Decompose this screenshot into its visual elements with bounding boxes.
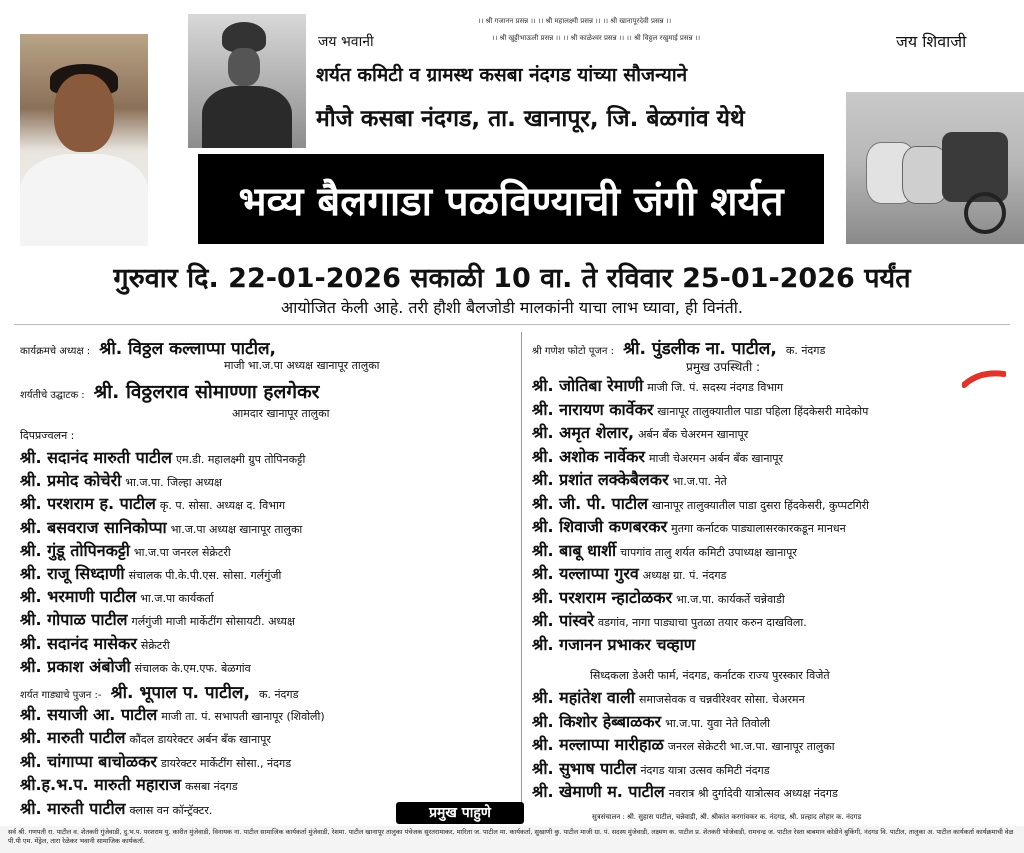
person-name: श्री. अशोक नार्वेकर [532,446,645,466]
person-desc: संचालक के.एम.एफ. बेळगांव [134,661,251,675]
inaugurator-desc: आमदार खानापूर तालुका [232,407,330,420]
person-desc: डायरेक्टर मार्केटींग सोसा., नंदगड [160,756,292,770]
prasanna-line-2: ।। श्री खुट्टीभाऊली प्रसन्न ।। ।। श्री काळेश्वर प्रसन्न ।। ।। श्री विठ्ठल रखुमाई प्रसन्न ।। [492,34,701,42]
person-desc: माजी ता. पं. सभापती खानापूर (शिवोली) [161,710,325,723]
person-name: श्री. अमृत शेलार, [532,423,635,442]
person-name: श्री. मल्लाप्पा मारीहाळ [532,735,664,754]
list-item [532,609,807,631]
person-desc: माजी जि. पं. सदस्य नंदगड विभाग [647,381,784,394]
divider [14,324,1010,325]
list-item [20,608,295,630]
person-desc: जनरल सेक्रेटरी भा.ज.पा. खानापूर तालुका [667,740,835,753]
person-desc: वडगांव, नागा पाड्याचा पुतळा तयार करुन दाखविला. [598,616,807,629]
event-invitation: आयोजित केली आहे. तरी हौशी बैलजोडी मालकांनी याचा लाभ घ्यावा, ही विनंती. [280,298,743,317]
person-name: श्री. किशोर हेब्बाळकर [532,711,662,731]
person-name: श्री. प्रमोद कोचेरी [20,471,122,491]
list-item [20,539,231,561]
list-item [532,492,869,514]
ganesh-label: श्री गणेश फोटो पूजन : [532,346,614,357]
anchor-note: सुत्रसंचालन : श्री. सुहास पाटील, चन्नेवाडी, श्री. श्रीकांत करगांवकर क. नंदगड, श्री. प्रल्हाद लोहार क. नंदगड [592,813,862,821]
list-item [532,421,748,443]
list-item [20,655,251,677]
person-desc: चापगांव तालु शर्यत कमिटी उपाध्यक्ष खानापूर [620,545,797,559]
person-name: श्री. खेमाणी म. पाटील [532,782,665,801]
person-desc: एम.डी. महालक्ष्मी ग्रुप तोपिनकट्टी [175,453,306,466]
person-desc: भा.ज.पा. कार्यकर्ते चन्नेवाडी [676,592,785,606]
president-desc: माजी भा.ज.पा अध्यक्ष खानापूर तालुका [224,359,380,372]
person-name: श्री. मारुती पाटील [20,798,126,818]
president-row [20,336,276,359]
list-item [20,516,302,538]
lamp-label: दिपप्रज्वलन : [20,429,75,442]
bullock-cart-image [846,92,1024,244]
list-item [532,586,785,608]
person-desc: समाजसेवक व चन्नवीरेश्वर सोसा. चेअरमन [638,693,805,706]
title-banner: भव्य बैलगाडा पळविण्याची जंगी शर्यत [198,154,824,244]
person-name: श्री. गोपाळ पाटील [20,610,128,630]
list-item [20,446,305,468]
person-desc: सेक्रेटरी [140,638,170,652]
ganesh-row [532,336,825,359]
person-name: श्री. मारुती पाटील [20,728,126,748]
pujan-label: शर्यत गाड्याचे पुजन :- [20,690,102,701]
jai-shivaji: जय शिवाजी [896,32,967,51]
person-desc: नंदगड यात्रा उत्सव कमिटी नंदगड [640,763,770,777]
list-item [532,710,770,732]
person-name: श्री. सदानंद मारुती पाटील [20,448,172,467]
person-desc: भा.ज.पा. नेते [672,475,727,488]
person-name: श्री. चांगाप्पा बाचोळकर [20,751,157,771]
jai-bhavani: जय भवानी [318,34,374,50]
person-name: श्री.ह.भ.प. मारुती महाराज [20,775,182,795]
person-desc: खानापूर तालुक्यातील पाडा पहिला हिंदकेसरी मादेकोप [657,404,869,418]
person-name: श्री. परशराम ह. पाटील [20,494,156,514]
person-name: श्री. गजानन प्रभाकर चव्हाण [532,634,696,654]
pujan-name: श्री. भूपाल प. पाटील, [110,683,250,703]
person-desc: माजी चेअरमन अर्बन बँक खानापूर [648,451,784,465]
footer-text: सर्व श्री. गणपती रा. पाटील व. शेतकरी गुंजेवाडी, दु.भ.प. परशराम यु. कारीत मुंजेवाडी, विनायक ना. पाटील सामाजिक कार्यकर्ता मुंजेवाडी, रेशमा. पाटील खानापूर तालुका पंचेजक सुरतरामाकर, मारिता ज. पाटील मा. कार्यकर्ता, सुखाणी कु. पाटील माजी ग्रा. पं. सदस्य मुंजेवाडी, लक्ष्मण क. पाटील प्र. शेतकरी भोजेवाडी, रामचन्द्र ज. पाटील रेस्ता बाबमान कोडीने बुकिंगी, नंदगड वि. पाटील, तालुका अ. पाटील कार्यकर्ता कार्यक्रमाची वेळ पी.पी एम. मेंड्रेल, तारा रेळेकर भवानी सामाजिक कार्यकर्ता. [0,826,1024,853]
person-name: श्री. शिवाजी कणबरकर [532,517,668,536]
person-name: श्री. गुंडू तोपिनकट्टी [20,540,130,560]
president-label: कार्यक्रमचे अध्यक्ष : [20,346,91,357]
list-item [20,632,170,654]
venue-line: मौजे कसबा नंदगड, ता. खानापूर, जि. बेळगांव येथे [316,106,745,132]
person-name: श्री. पांस्वरे [532,611,595,630]
person-name: श्री. महांतेश वाली [532,688,635,707]
guests-label: प्रमुख उपस्थिती : [686,360,761,374]
prasanna-line-1: ।। श्री गजानन प्रसन्न ।। ।। श्री महालक्ष्मी प्रसन्न ।। ।। श्री खानापूरदेवी प्रसन्न ।। [478,17,672,25]
list-item [532,468,727,490]
person-photo [20,34,148,246]
person-desc: गर्लगुंजी माजी मार्केटींग सोसायटी. अध्यक्ष [131,615,295,629]
list-item [20,469,222,491]
person-desc: भा.ज.पा जनरल सेक्रेटरी [133,545,231,559]
person-name: श्री. बाबू धार्शी [532,540,617,560]
inaugurator-label: शर्यतीचे उद्घाटक : [20,390,85,401]
list-item [20,726,271,748]
person-desc: नवरात्र श्री दुर्गादेवी यात्रोत्सव अध्यक्ष नंदगड [668,787,838,800]
person-name: श्री. यल्लाप्पा गुरव [532,564,639,583]
person-name: श्री. सुभाष पाटील [532,758,637,778]
list-item [532,757,770,779]
person-name: श्री. सदानंद मासेकर [20,633,137,653]
person-desc: खानापूर तालुक्यातील पाडा दुसरा हिंदकेसरी, कुप्पटगिरी [651,498,869,512]
person-name: श्री. जी. पी. पाटील [532,493,648,513]
list-item [20,797,212,819]
person-desc: मुतगा कर्नाटक पाड्यालासरकारकडून मानधन [671,522,846,535]
person-desc: संचालक पी.के.पी.एस. सोसा. गर्लगुंजी [128,569,282,582]
pujan-desc: क. नंदगड [259,688,299,701]
list-item [532,539,797,561]
person-desc: भा.ज.पा कार्यकर्ता [140,592,214,606]
person-name: श्री. प्रकाश अंबोजी [20,656,131,676]
person-desc: भा.ज.पा. जिल्हा अध्यक्ष [125,476,222,490]
red-mark [962,370,1006,388]
inaugurator-name: श्री. विठ्ठलराव सोमाण्णा हलगेकर [93,381,320,403]
person-desc: भा.ज.पा. युवा नेते तिवोली [665,716,771,730]
person-desc: अध्यक्ष ग्रा. पं. नंदगड [642,569,727,582]
list-item [20,773,238,795]
column-divider [521,332,522,804]
person-desc: भा.ज.पा अध्यक्ष खानापूर तालुका [170,522,303,536]
person-desc: क्लास वन कॉन्ट्रॅक्टर. [129,803,213,817]
list-item [532,562,726,584]
ganesh-desc: क. नंदगड [785,344,826,357]
person-name: श्री. परशराम न्हाटोळकर [532,587,673,607]
shivaji-portrait [188,14,306,148]
person-name: श्री. राजू सिध्दाणी [20,564,125,583]
list-item [532,686,805,708]
list-item [532,633,699,655]
person-name: श्री. बसवराज सानिकोप्पा [20,517,167,537]
ganesh-name: श्री. पुंडलीक ना. पाटील, [623,339,777,359]
list-item [20,492,285,514]
list-item [20,750,291,772]
list-item [532,374,783,396]
person-name: श्री. नारायण कार्वेकर [532,399,654,419]
list-item [532,398,868,420]
person-name: श्री. सयाजी आ. पाटील [20,705,158,724]
person-name: श्री. भरमाणी पाटील [20,587,137,607]
pujan-row [20,680,298,703]
list-item [532,733,835,755]
chief-guests-badge: प्रमुख पाहुणे [396,802,524,824]
person-desc: अर्बन बँक चेअरमन खानापूर [638,428,749,441]
person-desc: कसबा नंदगड [185,780,238,794]
list-item [532,515,846,537]
event-date: गुरुवार दि. 22-01-2026 सकाळी 10 वा. ते रविवार 25-01-2026 पर्यंत [113,263,911,294]
list-item [532,780,838,802]
president-name: श्री. विठ्ठल कल्लाप्पा पाटील, [99,339,276,359]
list-item [532,445,783,467]
list-item [20,703,325,725]
inaugurator-row [20,378,319,404]
gajanan-desc: सिध्दकला डेअरी फार्म, नंदगड, कर्नाटक राज्य पुरस्कार विजेते [590,669,830,682]
person-desc: कौंदल डायरेक्टर अर्बन बँक खानापूर [129,733,271,747]
list-item [20,585,214,607]
person-name: श्री. प्रशांत लक्केबैलकर [532,470,669,489]
organiser-line: शर्यत कमिटी व ग्रामस्थ कसबा नंदगड यांच्या सौजन्याने [316,64,688,86]
person-desc: कृ. प. सोसा. अध्यक्ष द. विभाग [159,499,286,513]
person-name: श्री. जोतिबा रेमाणी [532,376,644,395]
list-item [20,562,281,584]
